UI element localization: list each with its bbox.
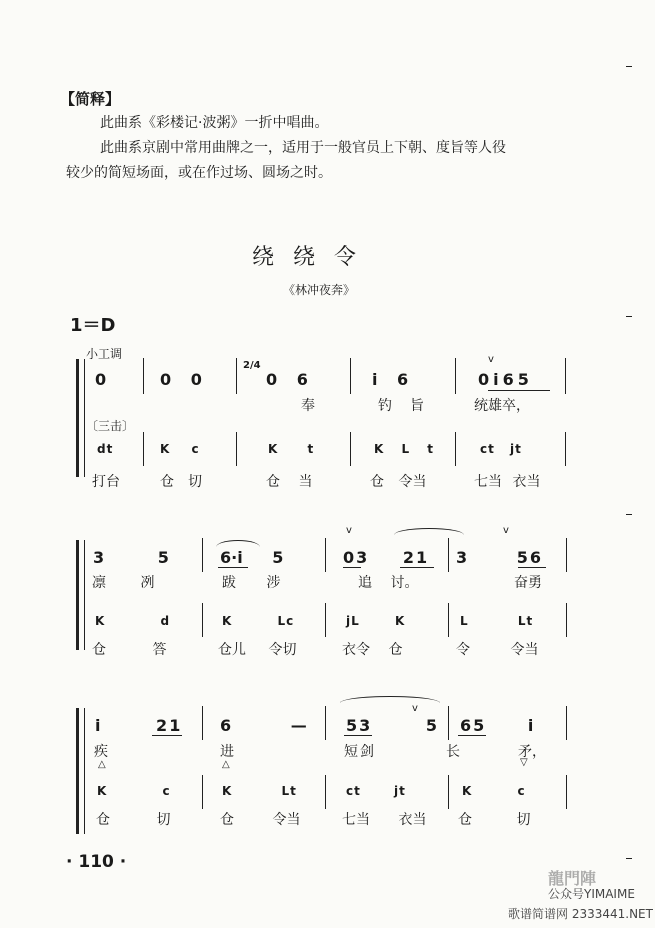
perc3-word-2: 仓 令当 xyxy=(220,812,301,828)
perc2-measure-3: jL K xyxy=(346,614,406,628)
lyric2-2: 跋 涉 xyxy=(222,575,281,591)
piece-title: 绕 绕 令 xyxy=(252,245,362,270)
lyric3-3: 短剑 xyxy=(344,744,376,760)
perc-word-3: 仓 当 xyxy=(266,474,313,490)
melody2-measure-2: 6·i 5 xyxy=(220,548,284,567)
mode-label: 小工调 xyxy=(86,347,123,361)
perc2-word-3: 衣令 仓 xyxy=(342,642,403,658)
perc2-word-4: 令 令当 xyxy=(456,642,539,658)
accent-mark-4: v xyxy=(412,703,418,714)
melody-measure-3: 0 6 xyxy=(266,370,308,389)
margin-tick xyxy=(626,66,632,67)
perc-word-2: 仓切 xyxy=(160,474,216,490)
perc3-word-3: 七当 衣当 xyxy=(342,812,427,828)
perc-word-4: 仓 令当 xyxy=(370,474,427,490)
perc3-measure-4: K c xyxy=(462,784,526,798)
lyric3-5: 矛， xyxy=(518,744,546,760)
melody2-measure-3: 03 21 xyxy=(343,548,430,567)
melody-measure-4: i 6 xyxy=(372,370,409,389)
lyric-2: 钓旨 xyxy=(378,398,442,414)
watermark-site: 歌谱简谱网 2333441.NET xyxy=(508,907,653,921)
lyric3-4: 长 xyxy=(446,744,460,760)
lyric3-1: 疾 xyxy=(94,744,108,760)
lyric2-4: 奋勇 xyxy=(514,575,542,591)
perc3-word-4: 仓 切 xyxy=(458,812,531,828)
melody3-measure-4: 65 i xyxy=(460,716,536,735)
melody-measure-2: 0 0 xyxy=(160,370,202,389)
melody2-measure-1: 3 5 xyxy=(93,548,169,567)
margin-tick xyxy=(626,316,632,317)
lyric2-3: 追 讨。 xyxy=(358,575,419,591)
percussion-label: 〔三击〕 xyxy=(86,419,135,433)
perc3-measure-2: K Lt xyxy=(222,784,297,798)
perc3-word-1: 仓 切 xyxy=(96,812,171,828)
page-number: · 110 · xyxy=(66,852,127,872)
system1-brace-line xyxy=(84,359,85,477)
margin-tick xyxy=(626,514,632,515)
perc2-measure-1: K d xyxy=(95,614,171,628)
perc-word-1: 打台 xyxy=(92,474,120,490)
perc-measure-4: K L t xyxy=(374,442,435,456)
lyric-1: 奉 xyxy=(301,398,315,414)
perc-measure-3: K t xyxy=(268,442,315,456)
lyric-3: 统雄卒， xyxy=(474,398,530,414)
notes-line-1: 此曲系《彩楼记·波粥》一折中唱曲。 xyxy=(100,115,329,131)
melody3-measure-2: 6 — xyxy=(220,716,307,735)
accent-mark: v xyxy=(488,354,494,365)
accent-mark-2: v xyxy=(346,525,352,536)
perc2-measure-2: K Lc xyxy=(222,614,295,628)
triangle-mark-3: ▽ xyxy=(520,757,528,768)
lyric2-1: 凛 冽 xyxy=(92,575,155,591)
melody-measure-1: 0 xyxy=(95,370,107,389)
system1-brace xyxy=(76,359,79,477)
piece-source: 《林冲夜奔》 xyxy=(283,283,356,297)
watermark-wechat: 公众号YIMAIME xyxy=(548,887,635,901)
time-signature-text: 2/4 xyxy=(243,360,261,371)
perc-word-5: 七当 衣当 xyxy=(474,474,541,490)
margin-tick xyxy=(626,858,632,859)
slur-3 xyxy=(340,696,440,703)
melody3-measure-1: i 21 xyxy=(95,716,183,735)
triangle-mark-1: △ xyxy=(98,759,106,770)
melody3-measure-3: 53 5 xyxy=(346,716,439,735)
perc3-measure-3: ct jt xyxy=(346,784,406,798)
perc2-word-1: 仓 答 xyxy=(92,642,167,658)
melody2-measure-4: 3 56 xyxy=(456,548,543,567)
system3-brace-line xyxy=(84,708,85,834)
system2-brace xyxy=(76,540,79,650)
time-signature xyxy=(243,360,261,372)
perc-measure-1: dt xyxy=(97,442,114,456)
key-signature: 1＝D xyxy=(70,315,116,336)
watermark-logo: 龍門陣 xyxy=(548,869,597,888)
system2-brace-line xyxy=(84,540,85,650)
slur-1 xyxy=(216,540,260,547)
triangle-mark-2: △ xyxy=(222,759,230,770)
notes-heading: 【简释】 xyxy=(60,90,121,108)
perc-measure-2: K c xyxy=(160,442,200,456)
notes-line-2: 此曲系京剧中常用曲牌之一，适用于一般官员上下朝、度旨等人役 xyxy=(100,140,506,156)
beam-underline xyxy=(488,390,550,391)
accent-mark-3: v xyxy=(503,525,509,536)
system3-brace xyxy=(76,708,79,834)
perc2-measure-4: L Lt xyxy=(460,614,534,628)
slur-2 xyxy=(394,528,464,535)
perc-measure-5: ct jt xyxy=(480,442,522,456)
notes-line-3: 较少的简短场面，或在作过场、圆场之时。 xyxy=(66,165,332,181)
perc3-measure-1: K c xyxy=(97,784,171,798)
perc2-word-2: 仓儿 令切 xyxy=(218,642,297,658)
melody-measure-5: 0i65 xyxy=(478,370,533,389)
lyric3-2: 进 xyxy=(220,744,234,760)
